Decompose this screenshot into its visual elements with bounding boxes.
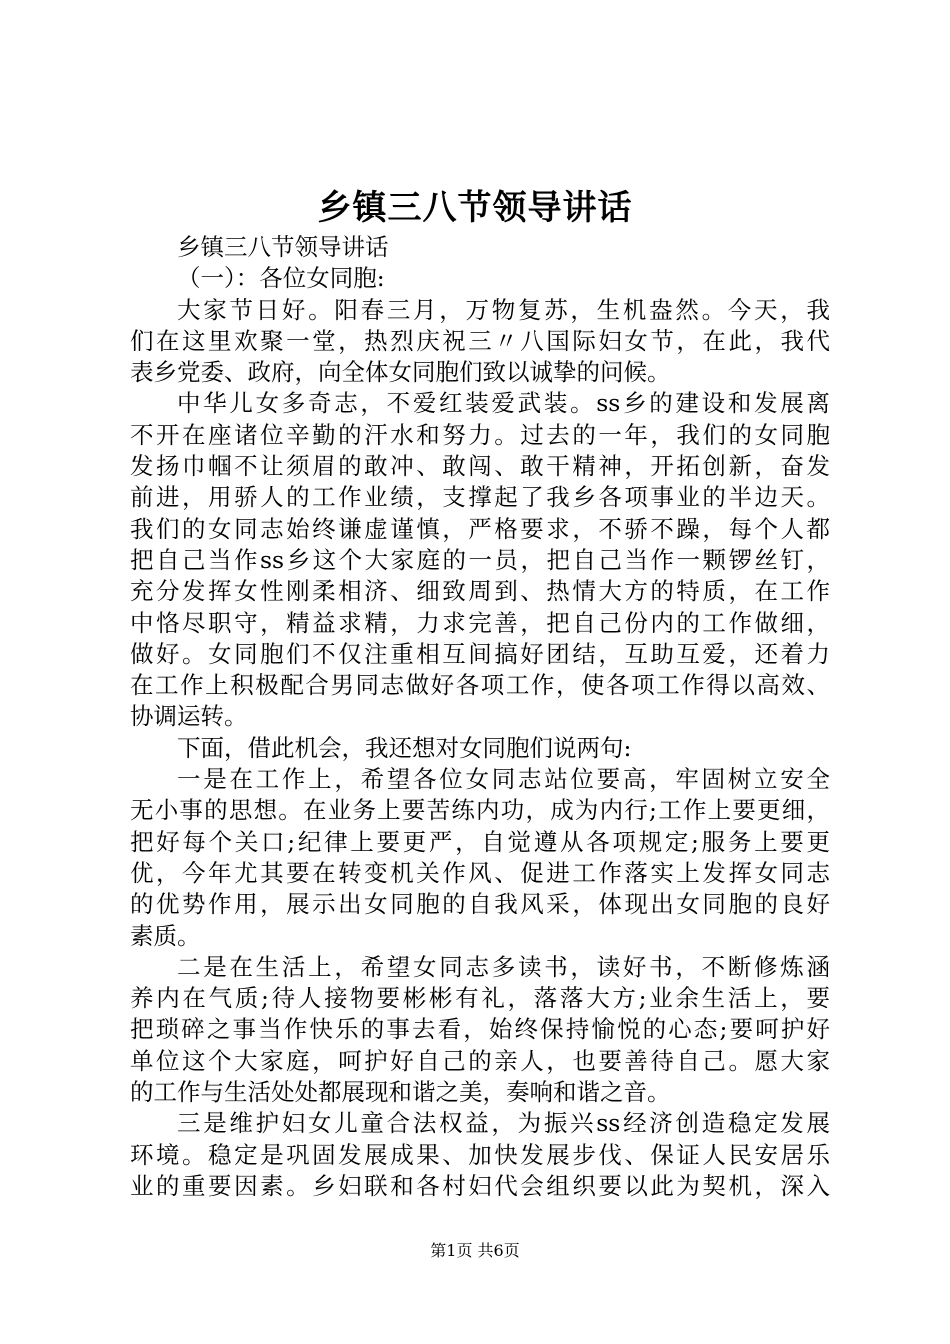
text-line: 乡镇三八节领导讲话: [177, 233, 389, 261]
text-line: 一是在工作上，希望各位女同志站位要高，牢固树立安全: [177, 765, 830, 794]
text-line: 下面，借此机会，我还想对女同胞们说两句:: [177, 733, 632, 762]
document-title: 乡镇三八节领导讲话: [317, 188, 633, 228]
text-line: 把好每个关口;纪律上要更严，自觉遵从各项规定;服务上要更: [130, 827, 830, 856]
page-footer: 第1页 共6页: [430, 1241, 520, 1260]
text-line: 大家节日好。阳春三月，万物复苏，生机盎然。今天，我: [177, 295, 830, 324]
text-line: 养内在气质;待人接物要彬彬有礼，落落大方;业余生活上，要: [130, 984, 830, 1013]
text-line: 业的重要因素。乡妇联和各村妇代会组织要以此为契机，深入: [130, 1171, 830, 1200]
text-line: 三是维护妇女儿童合法权益，为振兴ss经济创造稳定发展: [177, 1109, 830, 1138]
text-line: 单位这个大家庭，呵护好自己的亲人，也要善待自己。愿大家: [130, 1046, 830, 1075]
text-line: 素质。: [130, 921, 201, 950]
text-line: 发扬巾帼不让须眉的敢冲、敢闯、敢干精神，开拓创新，奋发: [130, 452, 830, 481]
text-line: 我们的女同志始终谦虚谨慎，严格要求，不骄不躁，每个人都: [130, 514, 830, 543]
text-line: 无小事的思想。在业务上要苦练内功，成为内行;工作上要更细，: [130, 796, 830, 825]
text-line: 在工作上积极配合男同志做好各项工作，使各项工作得以高效、: [130, 671, 830, 700]
text-line: 的优势作用，展示出女同胞的自我风采，体现出女同胞的良好: [130, 890, 830, 919]
text-line: （一）：各位女同胞:: [177, 264, 385, 293]
text-line: 的工作与生活处处都展现和谐之美，奏响和谐之音。: [130, 1078, 671, 1107]
text-line: 把自己当作ss乡这个大家庭的一员，把自己当作一颗锣丝钉，: [130, 545, 830, 574]
text-line: 中恪尽职守，精益求精，力求完善，把自己份内的工作做细，: [130, 608, 830, 637]
text-line: 环境。稳定是巩固发展成果、加快发展步伐、保证人民安居乐: [130, 1140, 830, 1169]
text-line: 充分发挥女性刚柔相济、细致周到、热情大方的特质，在工作: [130, 577, 830, 606]
text-line: 不开在座诸位辛勤的汗水和努力。过去的一年，我们的女同胞: [130, 420, 830, 449]
text-line: 优，今年尤其要在转变机关作风、促进工作落实上发挥女同志: [130, 858, 830, 887]
text-line: 们在这里欢聚一堂，热烈庆祝三〃八国际妇女节，在此，我代: [130, 326, 830, 355]
text-line: 把琐碎之事当作快乐的事去看，始终保持愉悦的心态;要呵护好: [130, 1015, 830, 1044]
text-line: 表乡党委、政府，向全体女同胞们致以诚挚的问候。: [130, 358, 671, 387]
document-body: [130, 232, 830, 1202]
text-line: 协调运转。: [130, 702, 248, 731]
text-line: 二是在生活上，希望女同志多读书，读好书，不断修炼涵: [177, 952, 830, 981]
text-line: 中华儿女多奇志，不爱红装爱武装。ss乡的建设和发展离: [177, 389, 830, 418]
text-line: 前进，用骄人的工作业绩，支撑起了我乡各项事业的半边天。: [130, 483, 830, 512]
text-line: 做好。女同胞们不仅注重相互间搞好团结，互助互爱，还着力: [130, 639, 830, 668]
